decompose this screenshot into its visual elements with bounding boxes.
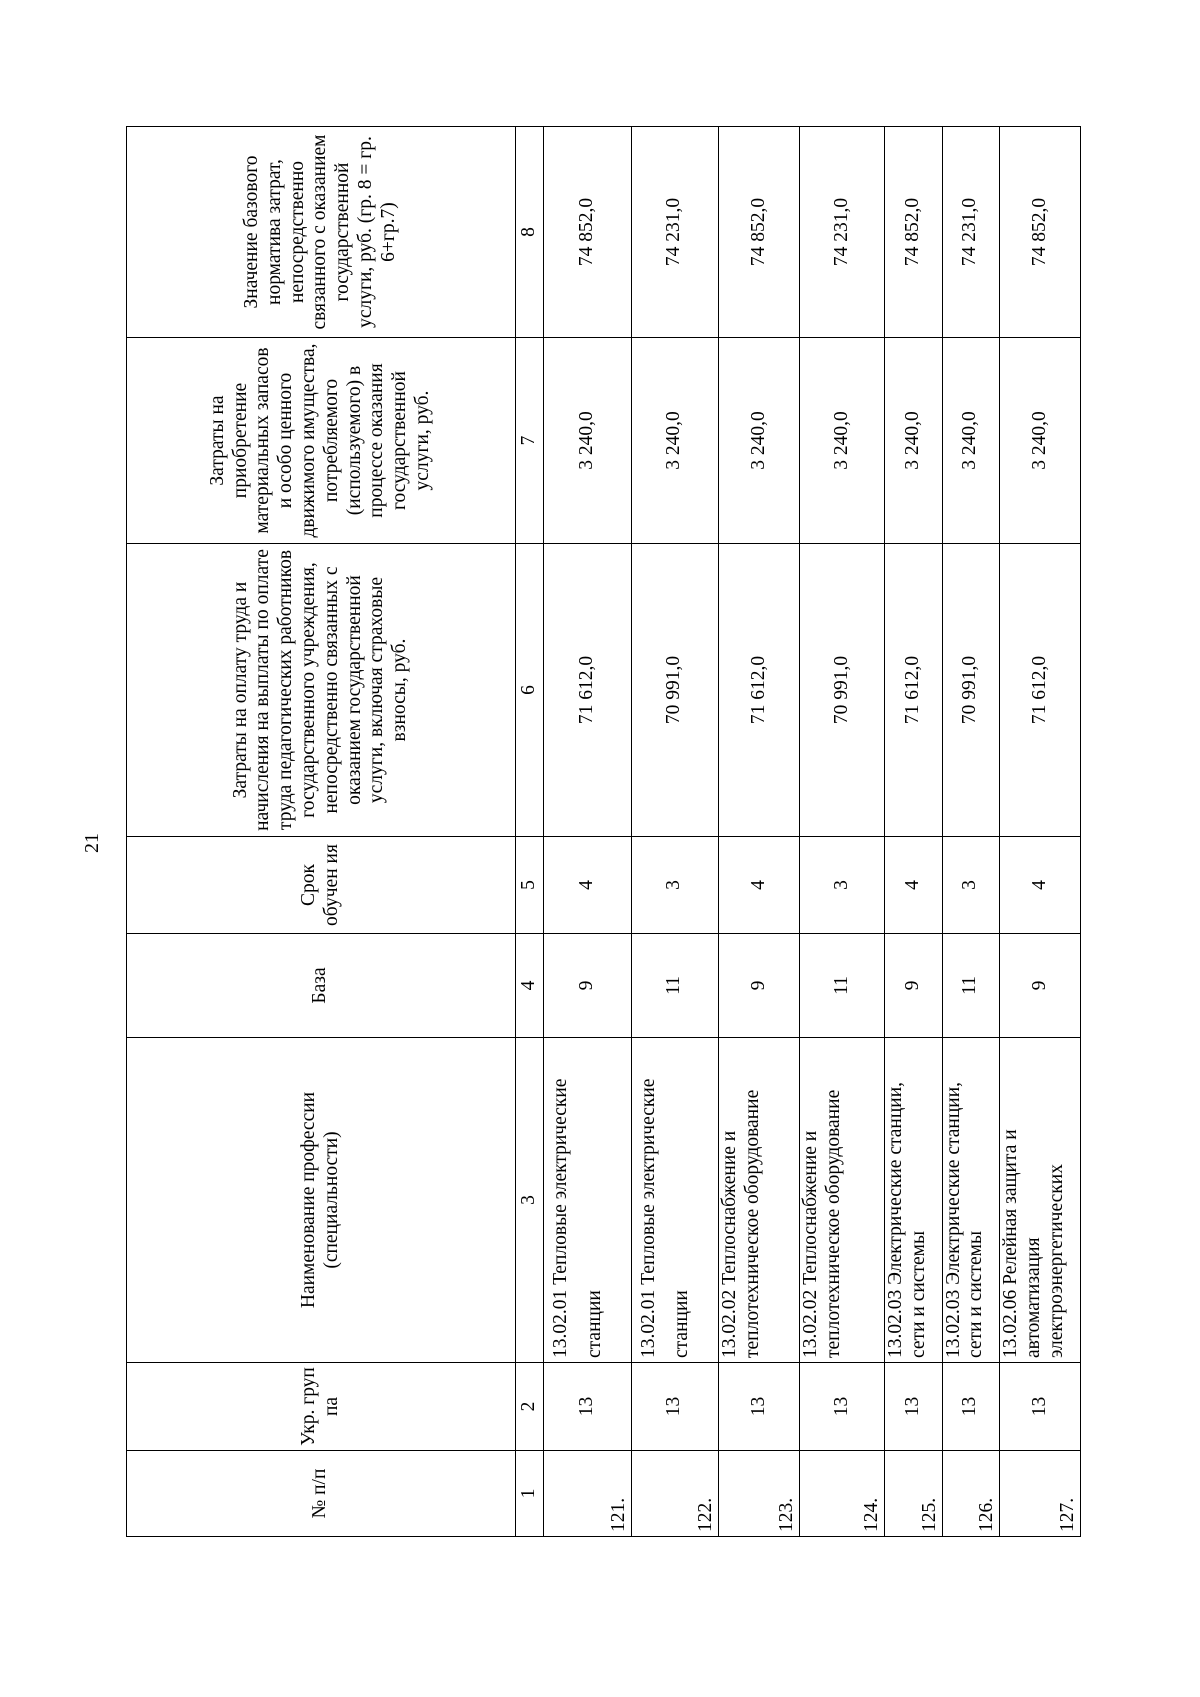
- row-group: 13: [631, 1363, 718, 1451]
- header-group: Укр. груп па: [127, 1363, 516, 1451]
- row-total: 74 852,0: [718, 127, 799, 338]
- column-number: 1: [515, 1451, 544, 1537]
- row-total: 74 231,0: [631, 127, 718, 338]
- row-term: 4: [544, 837, 631, 934]
- column-number-row: [515, 127, 544, 1537]
- row-material-costs: 3 240,0: [799, 338, 884, 544]
- header-material-costs: Затраты на приобретение материальных запасов и особо ценного движимого имущества, потребляемого (используемого) в процессе оказания государственной услуги, руб.: [127, 338, 516, 544]
- row-index: 126.: [942, 1451, 999, 1537]
- row-base: 11: [799, 934, 884, 1038]
- table-row: [885, 127, 942, 1537]
- row-profession: 13.02.03 Электрические станции, сети и системы: [885, 1038, 942, 1363]
- row-material-costs: 3 240,0: [544, 338, 631, 544]
- row-group: 13: [885, 1363, 942, 1451]
- table-row: [631, 127, 718, 1537]
- row-material-costs: 3 240,0: [1000, 338, 1081, 544]
- row-base: 9: [718, 934, 799, 1038]
- row-base: 11: [631, 934, 718, 1038]
- row-group: 13: [942, 1363, 999, 1451]
- row-total: 74 231,0: [942, 127, 999, 338]
- row-profession: 13.02.01 Тепловые электрические станции: [544, 1038, 631, 1363]
- header-base: База: [127, 934, 516, 1038]
- header-term: Срок обучен ия: [127, 837, 516, 934]
- row-total: 74 852,0: [1000, 127, 1081, 338]
- column-number: 2: [515, 1363, 544, 1451]
- row-group: 13: [1000, 1363, 1081, 1451]
- row-total: 74 852,0: [544, 127, 631, 338]
- row-index: 122.: [631, 1451, 718, 1537]
- row-index: 123.: [718, 1451, 799, 1537]
- row-total: 74 231,0: [799, 127, 884, 338]
- row-index: 127.: [1000, 1451, 1081, 1537]
- cost-norms-table: [126, 126, 1081, 1537]
- row-labor-costs: 70 991,0: [799, 544, 884, 837]
- row-profession: 13.02.02 Теплоснабжение и теплотехническое оборудование: [718, 1038, 799, 1363]
- row-index: 125.: [885, 1451, 942, 1537]
- row-profession: 13.02.06 Релейная защита и автоматизация электроэнергетических: [1000, 1038, 1081, 1363]
- column-number: 5: [515, 837, 544, 934]
- column-number: 4: [515, 934, 544, 1038]
- page-number: 21: [81, 833, 103, 853]
- table-row: [799, 127, 884, 1537]
- row-labor-costs: 70 991,0: [942, 544, 999, 837]
- row-group: 13: [544, 1363, 631, 1451]
- row-term: 3: [942, 837, 999, 934]
- column-number: 3: [515, 1038, 544, 1363]
- row-base: 9: [885, 934, 942, 1038]
- table-row: [718, 127, 799, 1537]
- header-index: № п/п: [127, 1451, 516, 1537]
- header-labor-costs: Затраты на оплату труда и начисления на выплаты по оплате труда педагогических работников государственного учреждения, непосредственно связанных с оказанием государственной услуги, включая страховые взносы, руб.: [127, 544, 516, 837]
- row-term: 3: [799, 837, 884, 934]
- row-base: 11: [942, 934, 999, 1038]
- row-labor-costs: 71 612,0: [544, 544, 631, 837]
- row-term: 4: [1000, 837, 1081, 934]
- row-base: 9: [1000, 934, 1081, 1038]
- row-material-costs: 3 240,0: [631, 338, 718, 544]
- rotated-table-container: [126, 127, 1081, 1537]
- row-material-costs: 3 240,0: [942, 338, 999, 544]
- row-term: 4: [718, 837, 799, 934]
- row-profession: 13.02.01 Тепловые электрические станции: [631, 1038, 718, 1363]
- row-total: 74 852,0: [885, 127, 942, 338]
- row-material-costs: 3 240,0: [885, 338, 942, 544]
- row-group: 13: [799, 1363, 884, 1451]
- row-base: 9: [544, 934, 631, 1038]
- column-number: 8: [515, 127, 544, 338]
- table-row: [1000, 127, 1081, 1537]
- row-labor-costs: 70 991,0: [631, 544, 718, 837]
- header-row: [127, 127, 516, 1537]
- table-row: [942, 127, 999, 1537]
- row-labor-costs: 71 612,0: [885, 544, 942, 837]
- column-number: 7: [515, 338, 544, 544]
- row-index: 124.: [799, 1451, 884, 1537]
- row-labor-costs: 71 612,0: [1000, 544, 1081, 837]
- row-term: 3: [631, 837, 718, 934]
- row-profession: 13.02.03 Электрические станции, сети и системы: [942, 1038, 999, 1363]
- row-index: 121.: [544, 1451, 631, 1537]
- table-row: [544, 127, 631, 1537]
- row-labor-costs: 71 612,0: [718, 544, 799, 837]
- row-term: 4: [885, 837, 942, 934]
- column-number: 6: [515, 544, 544, 837]
- row-group: 13: [718, 1363, 799, 1451]
- row-material-costs: 3 240,0: [718, 338, 799, 544]
- header-base-norm: Значение базового норматива затрат, непосредственно связанного с оказанием государственной услуги, руб. (гр. 8 = гр. 6+гр.7): [127, 127, 516, 338]
- row-profession: 13.02.02 Теплоснабжение и теплотехническое оборудование: [799, 1038, 884, 1363]
- header-profession: Наименование профессии (специальности): [127, 1038, 516, 1363]
